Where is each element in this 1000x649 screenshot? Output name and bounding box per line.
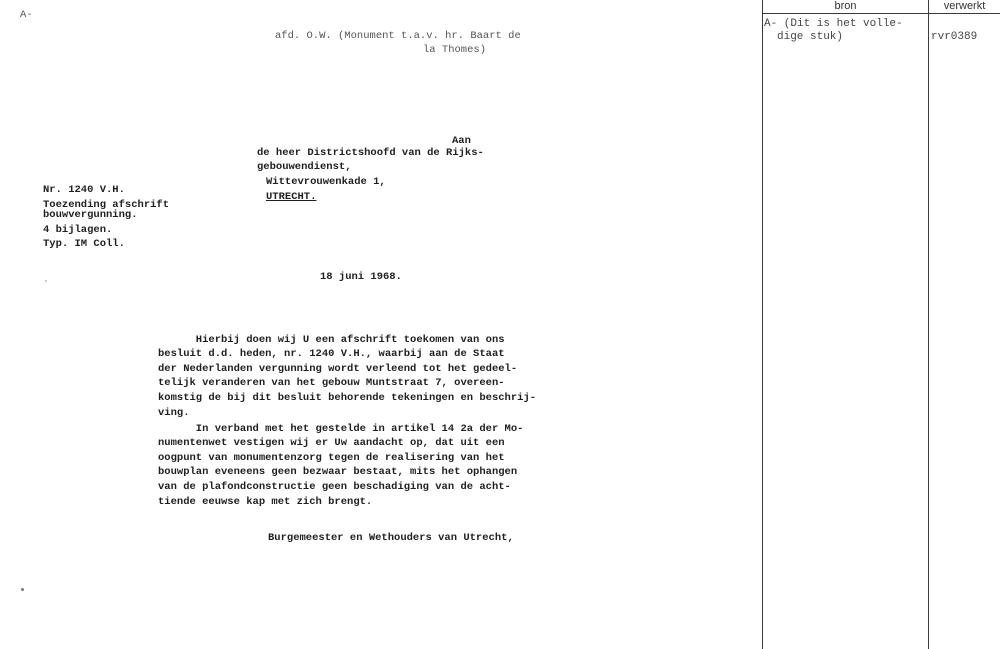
- address-line: gebouwendienst,: [257, 161, 352, 173]
- reference-attachments: 4 bijlagen.: [43, 224, 113, 236]
- body-line: In verband met het gestelde in artikel 14 2a der Mo-: [158, 423, 524, 435]
- panel-header-rule: [762, 13, 1000, 14]
- column-header-verwerkt: verwerkt: [943, 0, 986, 12]
- body-line: telijk veranderen van het gebouw Muntstraat 7, overeen-: [158, 377, 505, 389]
- body-line: numentenwet vestigen wij er Uw aandacht op, dat uit een: [158, 437, 505, 449]
- bron-note: dige stuk): [777, 31, 844, 43]
- panel-left-border: [762, 0, 763, 649]
- body-line: Hierbij doen wij U een afschrift toekomen van ons: [158, 334, 505, 346]
- scan-speck: [45, 280, 47, 282]
- verwerkt-code: rvr0389: [931, 31, 978, 43]
- body-line: tiende eeuwse kap met zich brengt.: [158, 496, 373, 508]
- column-header-bron: bron: [834, 0, 857, 12]
- body-line: der Nederlanden vergunning wordt verleend tot het gedeel-: [158, 363, 518, 375]
- body-line: ving.: [158, 407, 190, 419]
- address-line: de heer Districtshoofd van de Rijks-: [257, 147, 484, 159]
- bron-note: A- (Dit is het volle-: [764, 18, 903, 30]
- department-line-1: afd. O.W. (Monument t.a.v. hr. Baart de: [275, 30, 521, 42]
- body-line: van de plafondconstructie geen beschadiging van de acht-: [158, 481, 511, 493]
- body-line: komstig de bij dit besluit behorende tekeningen en beschrij-: [158, 392, 537, 404]
- department-line-2: la Thomes): [423, 44, 487, 56]
- addressee-aan: Aan: [452, 135, 471, 147]
- body-line: oogpunt van monumentenzorg tegen de realisering van het: [158, 452, 505, 464]
- body-line: bouwplan eveneens geen bezwaar bestaat, mits het ophangen: [158, 466, 518, 478]
- letter-date: 18 juni 1968.: [320, 271, 402, 283]
- panel-column-divider: [928, 0, 929, 649]
- reference-typist: Typ. IM Coll.: [43, 238, 125, 250]
- address-line: Wittevrouwenkade 1,: [266, 176, 386, 188]
- reference-subject: bouwvergunning.: [43, 209, 138, 221]
- address-city: UTRECHT.: [266, 191, 317, 203]
- scan-speck: [21, 588, 24, 591]
- reference-subject: Toezending afschrift: [43, 199, 170, 211]
- reference-number: Nr. 1240 V.H.: [43, 184, 125, 196]
- corner-mark: A-: [20, 9, 33, 21]
- body-line: besluit d.d. heden, nr. 1240 V.H., waarbij aan de Staat: [158, 348, 505, 360]
- signature-line: Burgemeester en Wethouders van Utrecht,: [268, 532, 514, 544]
